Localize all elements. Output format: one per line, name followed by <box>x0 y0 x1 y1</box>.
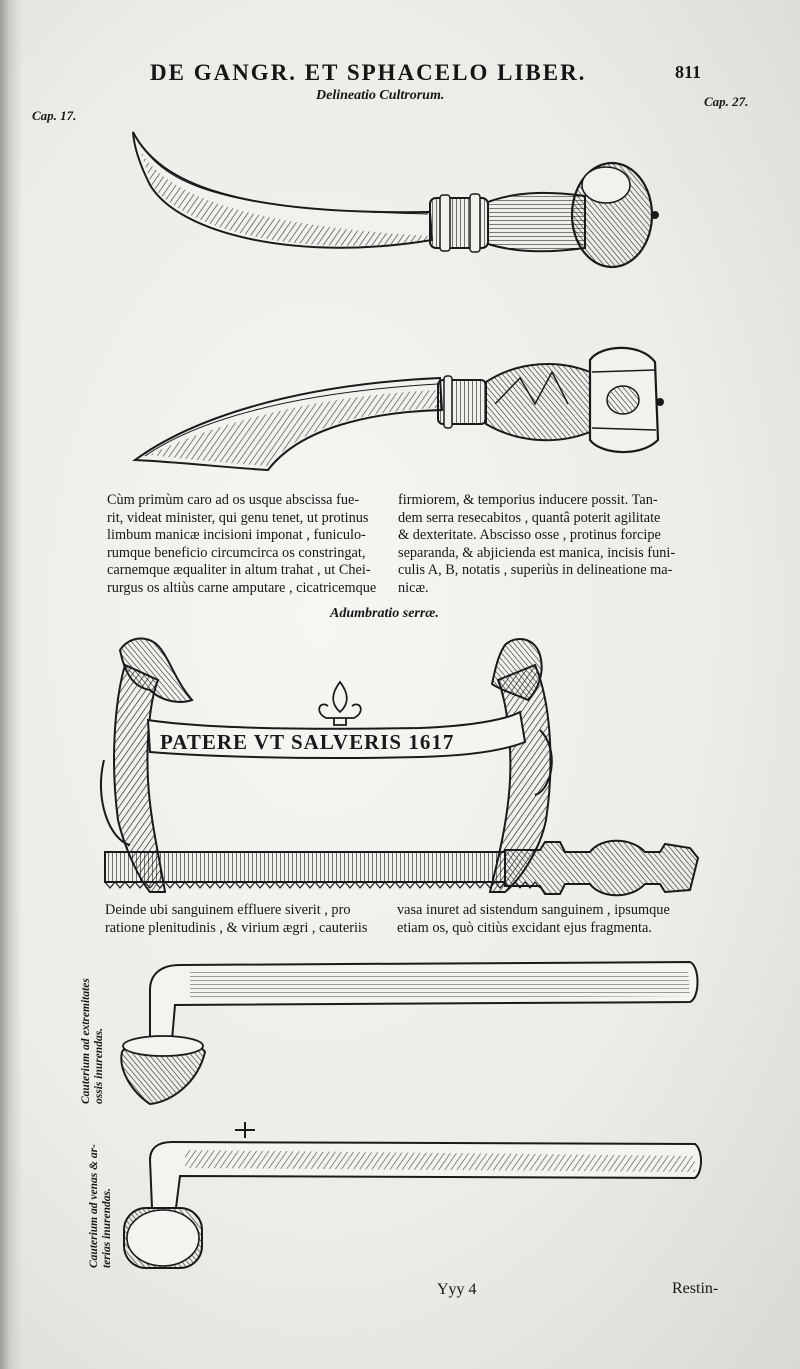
label-line: Cauterium ad venas & ar- <box>88 1144 100 1268</box>
text-line: ratione plenitudinis , & virium ægri , cauteriis <box>105 919 368 936</box>
text-line: etiam os, quò citiùs excidant ejus fragmenta. <box>397 919 652 936</box>
chapter-label-left: Cap. 17. <box>32 108 77 123</box>
label-line: Cauterium ad extremitates <box>80 978 92 1104</box>
text-line: firmiorem, & temporius inducere possit. Tan- <box>398 492 658 508</box>
text-line: rit, videat minister, qui genu tenet, ut protinus <box>107 509 369 526</box>
page-number: 811 <box>675 62 702 82</box>
cautery-iron-1-illustration <box>121 962 697 1104</box>
cautery-1-margin-label <box>80 978 106 1104</box>
text-line: Cùm primùm caro ad os usque abscissa fue- <box>107 492 360 508</box>
text-line: rumque beneficio circumcirca os constringat, <box>107 544 366 561</box>
text-block-2-left-column <box>105 902 395 937</box>
label-line: terias inurendas. <box>101 1188 113 1268</box>
saw-caption: Adumbratio serræ. <box>330 606 439 621</box>
text-block-2-right-column <box>397 902 697 937</box>
curved-knife-illustration <box>133 132 659 267</box>
saw-inscription: PATERE VT SALVERIS 1617 <box>160 730 455 754</box>
cautery-2-margin-label <box>88 1144 114 1268</box>
signature-mark: Yyy 4 <box>437 1281 477 1298</box>
text-line: separanda, & abjicienda est manica, incisis funi- <box>398 544 676 561</box>
text-line: limbum manicæ incisioni imponat , funiculo- <box>107 527 366 544</box>
text-block-1-right-column <box>398 492 688 598</box>
text-line: culis A, B, notatis , superiùs in delineatione ma- <box>398 562 673 579</box>
running-title: DE GANGR. ET SPHACELO LIBER. <box>150 60 587 85</box>
text-line: Deinde ubi sanguinem effluere siverit , pro <box>105 902 351 918</box>
text-line: & dexteritate. Abscisso osse , protinus forcipe <box>398 527 661 544</box>
text-line: carnemque æqualiter in altum trahat , ut Chei- <box>107 562 371 579</box>
chapter-label-right: Cap. 27. <box>704 94 749 109</box>
text-line: dem serra resecabitos , quantâ poterit agilitate <box>398 509 661 526</box>
text-line: nicæ. <box>398 579 429 596</box>
text-line: rurgus os altiùs carne amputare , cicatricemque <box>107 579 377 596</box>
bone-saw-illustration <box>101 638 698 895</box>
section-subtitle: Delineatio Cultrorum. <box>316 88 445 103</box>
catchword: Restin- <box>672 1280 719 1297</box>
text-line: vasa inuret ad sistendum sanguinem , ipsumque <box>397 902 670 918</box>
text-block-1-left-column <box>107 492 387 598</box>
scimitar-knife-illustration <box>135 348 664 470</box>
cautery-iron-2-illustration <box>124 1122 701 1268</box>
label-line: ossis inurendas. <box>93 1027 105 1104</box>
